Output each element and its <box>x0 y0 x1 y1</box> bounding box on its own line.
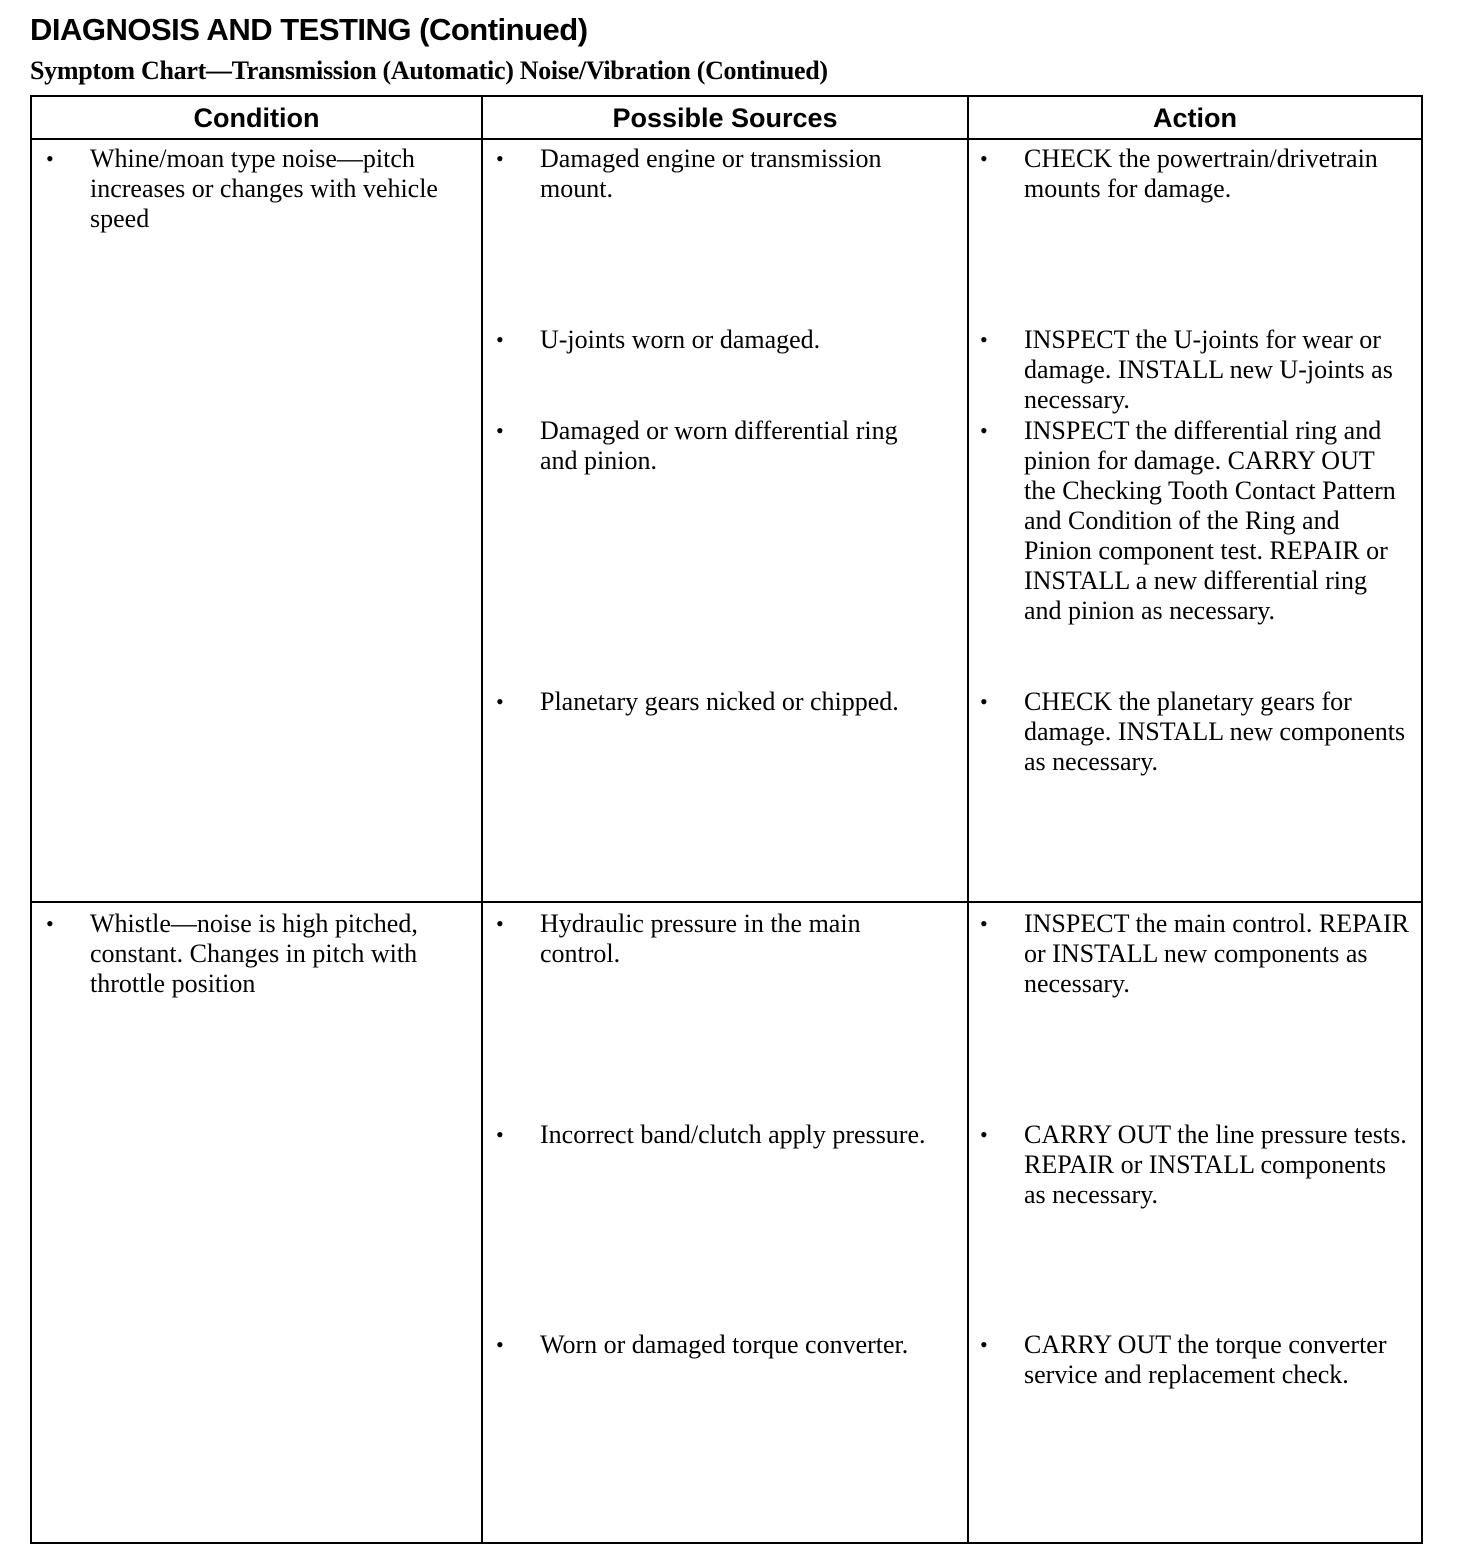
bullet: • <box>496 689 504 714</box>
bullet: • <box>980 689 988 714</box>
action-item <box>980 144 1410 204</box>
bullet: • <box>980 1122 988 1147</box>
bullet: • <box>46 911 54 936</box>
action-text: CHECK the planetary gears for damage. INSTALL new components as necessary. <box>1024 687 1406 776</box>
action-text: INSPECT the U-joints for wear or damage. INSTALL new U-joints as necessary. <box>1024 325 1393 414</box>
source-item <box>496 416 936 476</box>
source-text: U-joints worn or damaged. <box>540 325 821 354</box>
page-title: DIAGNOSIS AND TESTING (Continued) <box>30 12 588 47</box>
bullet: • <box>496 911 504 936</box>
condition-text: Whine/moan type noise—pitch increases or changes with vehicle speed <box>90 144 438 233</box>
bullet: • <box>980 911 988 936</box>
column-divider <box>967 97 969 1542</box>
bullet: • <box>980 418 988 443</box>
symptom-chart-table <box>30 95 1423 1544</box>
bullet: • <box>980 327 988 352</box>
source-text: Hydraulic pressure in the main control. <box>540 909 861 968</box>
row-divider <box>32 901 1421 903</box>
source-item <box>496 1330 936 1360</box>
source-item <box>496 1120 936 1150</box>
action-text: CHECK the powertrain/drivetrain mounts for damage. <box>1024 144 1378 203</box>
column-header-condition: Condition <box>193 103 320 133</box>
column-header-possible-sources: Possible Sources <box>612 103 838 133</box>
column-divider <box>481 97 483 1542</box>
action-text: INSPECT the differential ring and pinion for damage. CARRY OUT the Checking Tooth Contact Pattern and Condition of the Ring and Pinion component test. REPAIR or INSTALL a new differential ring and pinion as necessary. <box>1024 416 1396 625</box>
source-text: Worn or damaged torque converter. <box>540 1330 909 1359</box>
column-header-action: Action <box>1153 103 1237 133</box>
bullet: • <box>496 418 504 443</box>
bullet: • <box>46 146 54 171</box>
bullet: • <box>496 1122 504 1147</box>
source-text: Damaged engine or transmission mount. <box>540 144 882 203</box>
source-item <box>496 909 936 969</box>
source-item <box>496 144 936 204</box>
action-item <box>980 1120 1410 1210</box>
bullet: • <box>496 146 504 171</box>
action-text: CARRY OUT the torque converter service and replacement check. <box>1024 1330 1387 1389</box>
action-item <box>980 909 1410 999</box>
condition-cell <box>46 909 466 999</box>
source-item <box>496 325 936 355</box>
bullet: • <box>980 146 988 171</box>
action-item <box>980 1330 1410 1390</box>
bullet: • <box>496 327 504 352</box>
source-text: Planetary gears nicked or chipped. <box>540 687 899 716</box>
action-item <box>980 687 1410 777</box>
source-item <box>496 687 936 717</box>
bullet: • <box>496 1332 504 1357</box>
source-text: Damaged or worn differential ring and pinion. <box>540 416 898 475</box>
symptom-chart-title: Symptom Chart—Transmission (Automatic) Noise/Vibration (Continued) <box>30 56 828 85</box>
source-text: Incorrect band/clutch apply pressure. <box>540 1120 926 1149</box>
action-item <box>980 325 1410 415</box>
condition-cell <box>46 144 466 234</box>
condition-text: Whistle—noise is high pitched, constant. Changes in pitch with throttle position <box>90 909 418 998</box>
action-text: INSPECT the main control. REPAIR or INSTALL new components as necessary. <box>1024 909 1409 998</box>
action-text: CARRY OUT the line pressure tests. REPAIR or INSTALL components as necessary. <box>1024 1120 1407 1209</box>
action-item <box>980 416 1410 626</box>
bullet: • <box>980 1332 988 1357</box>
